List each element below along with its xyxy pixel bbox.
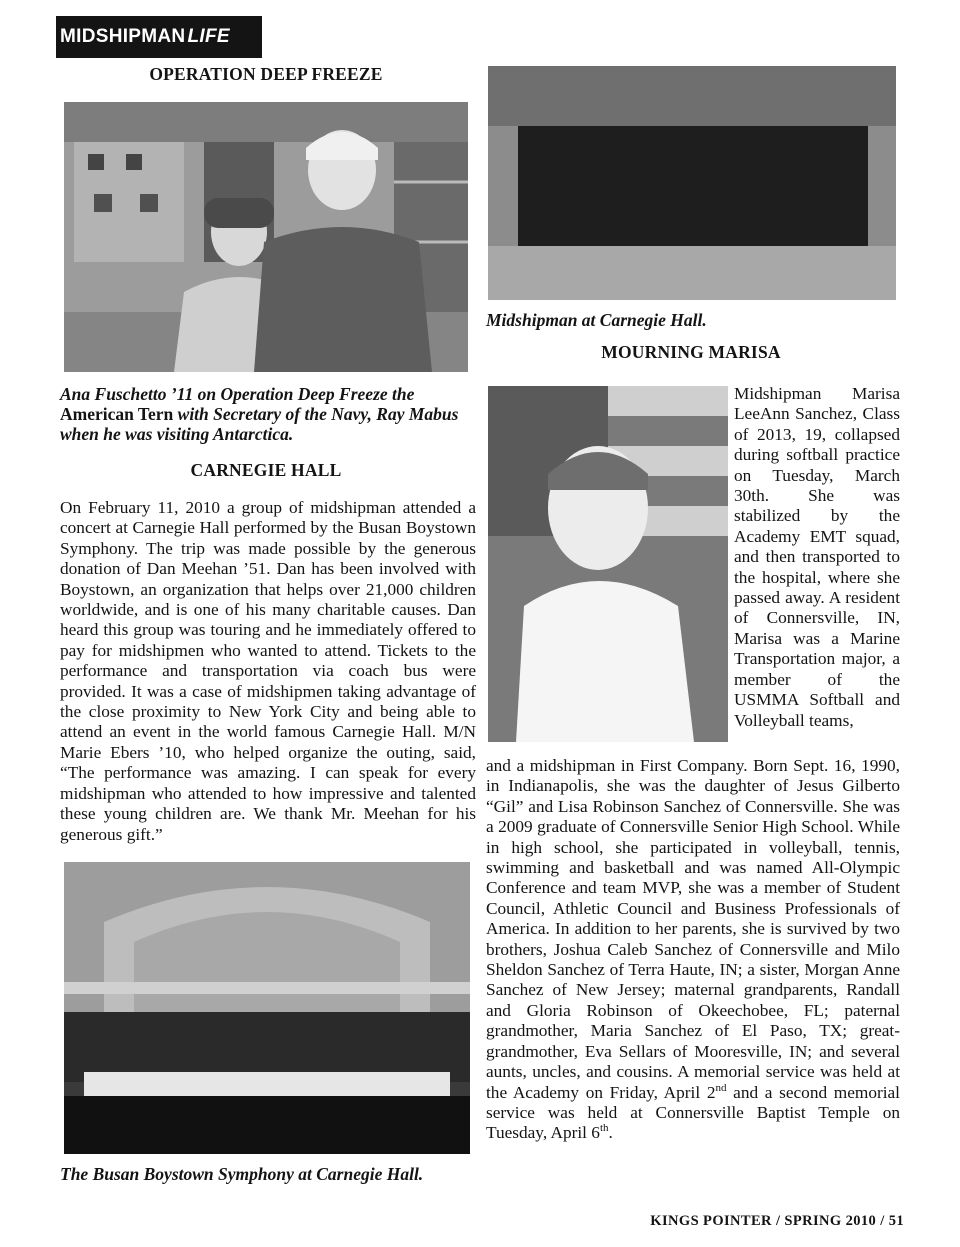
midshipmen-group-photo bbox=[488, 66, 896, 300]
deep-freeze-caption-text: Ana Fuschetto ’11 on Operation Deep Freeze the bbox=[60, 384, 415, 404]
page-footer: KINGS POINTER / SPRING 2010 / 51 bbox=[650, 1213, 904, 1229]
deep-freeze-heading: OPERATION DEEP FREEZE bbox=[149, 64, 383, 84]
section-header-tab bbox=[56, 16, 262, 58]
group-photo-caption: Midshipman at Carnegie Hall. bbox=[486, 310, 707, 330]
marisa-body-end: and a second memorial service was held at Connersville Baptist Temple on Tuesday, April 6 bbox=[486, 1082, 900, 1143]
marisa-body-text: and a midshipman in First Company. Born Sept. 16, 1990, in Indianapolis, she was the daughter of Jesus Gilberto “Gil” and Lisa Robinson Sanchez of Connersville. She was a 2009 graduate of Connersville Senior High School. While in high school, she participated in volleyball, tennis, swimming and basketball and was named All-Olympic Conference and team MVP, she was a member of Student Council, Athletic Council and Business Professionals of America. In addition to her parents, she is survived by two brothers, Joshua Caleb Sanchez of Connersville and Milo Sheldon Sanchez of Terra Haute, IN; a sister, Morgan Anne Sanchez of New Jersey; maternal grandparents, Randall and Gloria Robinson of Okeechobee, FL; paternal grandmother, Maria Sanchez of El Paso, TX; great-grandmother, Eva Sellars of Mooresville, IN; and several aunts, uncles, and cousins. A memorial service was held at the Academy on Friday, April 2 bbox=[486, 756, 900, 1102]
marisa-article-main bbox=[486, 756, 900, 1144]
deep-freeze-caption bbox=[60, 384, 460, 444]
section-label-suffix: LIFE bbox=[187, 26, 230, 47]
symphony-caption: The Busan Boystown Symphony at Carnegie Hall. bbox=[60, 1164, 424, 1184]
carnegie-article-body: On February 11, 2010 a group of midshipman attended a concert at Carnegie Hall performed by the Busan Boystown Symphony. The trip was made possible by the generous donation of Dan Meehan ’51. Dan has been involved with Boystown, an organization that helps over 21,000 children worldwide, and is one of his many charitable causes. Dan heard this group was touring and he immediately offered to pay for midshipmen who wanted to attend. Tickets to the performance and transportation via coach bus were provided. It was a case of midshipmen taking advantage of the close proximity to New York City and being able to attend an event in the world famous Carnegie Hall. M/N Marie Ebers ’10, who helped organize the outing, said, “The performance was amazing. I can speak for every midshipman who attended to how impressive and talented these young children are. We thank Mr. Meehan for his generous gift.” bbox=[60, 498, 476, 844]
marisa-body-final: . bbox=[608, 1123, 613, 1143]
ship-name: American Tern bbox=[60, 404, 174, 424]
deep-freeze-photo bbox=[64, 102, 468, 372]
marisa-portrait-photo bbox=[488, 386, 728, 742]
marisa-heading: MOURNING MARISA bbox=[601, 342, 781, 362]
carnegie-heading: CARNEGIE HALL bbox=[190, 460, 342, 480]
deep-freeze-caption-text-2: with Secretary of the Navy, Ray Mabus when he was visiting Antarctica. bbox=[60, 404, 459, 444]
marisa-article-side: Midshipman Marisa LeeAnn Sanchez, Class of 2013, 19, collapsed during softball practice on Tuesday, March 30th. She was stabilized by the Academy EMT squad, and then transported to the hospital, where she passed away. A resident of Connersville, IN, Marisa was a Marine Transportation major, a member of the USMMA Softball and Volleyball teams, bbox=[734, 384, 900, 730]
section-label: MIDSHIPMAN bbox=[60, 26, 186, 47]
symphony-photo bbox=[64, 862, 470, 1154]
ordinal-suffix-2: th bbox=[599, 1122, 609, 1135]
ordinal-suffix: nd bbox=[715, 1081, 727, 1094]
